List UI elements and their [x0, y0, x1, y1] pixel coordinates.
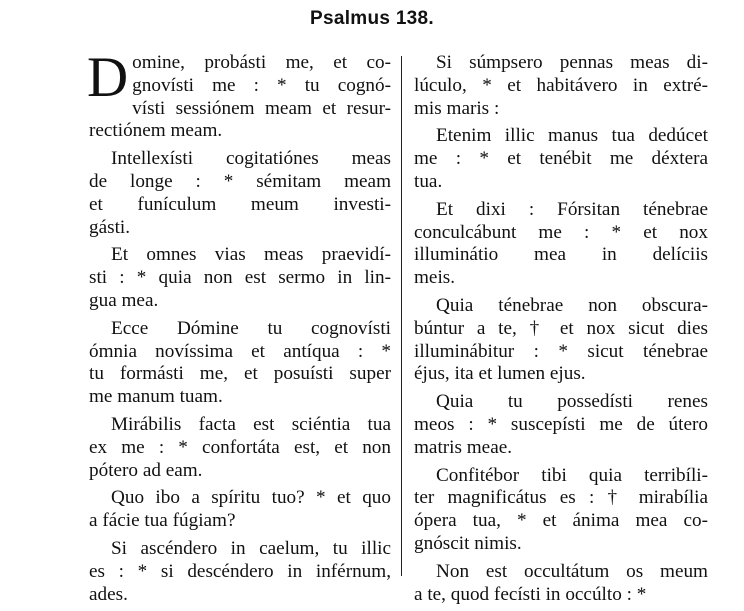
- verse-line: a te, quod fecísti in occúlto : *: [414, 583, 647, 605]
- verse-line: gua mea.: [89, 289, 159, 311]
- verse: [89, 318, 391, 409]
- verse-line: meos : * suscepísti me de útero: [414, 413, 708, 435]
- verse-line: Ecce Dómine tu cognovísti: [111, 317, 391, 339]
- verse-line: lúculo, * et habitávero in extré-: [414, 74, 708, 96]
- verse-line: illuminátio mea in delíciis: [414, 244, 708, 266]
- verse-line: es : * si descéndero in inférnum,: [89, 560, 391, 582]
- verse-line: mis maris :: [414, 97, 500, 119]
- verse-line: sti : * quia non est sermo in lin-: [89, 267, 391, 289]
- page-title: Psalmus 138.: [309, 8, 434, 29]
- verse-line: pótero ad eam.: [89, 459, 203, 481]
- verse: [414, 391, 708, 459]
- verse: [414, 295, 708, 386]
- verse-line: ades.: [89, 583, 128, 605]
- verse-line: tu formásti me, et posuísti super: [89, 363, 391, 385]
- verse-line: Si ascéndero in caelum, tu illic: [111, 537, 391, 559]
- verse: [89, 487, 391, 533]
- verse: [414, 561, 708, 607]
- verse-line: ter magnificátus es : † mirabília: [414, 487, 708, 509]
- column-divider: [401, 56, 402, 576]
- verse: [89, 148, 391, 239]
- verse-line: Et omnes vias meas praevidí-: [111, 244, 391, 266]
- verse-line: ex me : * confortáta est, et non: [89, 436, 391, 458]
- verse-line: búntur a te, † et nox sicut dies: [414, 317, 708, 339]
- verse: [89, 244, 391, 312]
- verse-line: ópera tua, * et ánima mea co-: [414, 510, 708, 532]
- verse-line: conculcábunt me : * et nox: [414, 221, 708, 243]
- verse-line: de longe : * sémitam meam: [89, 170, 391, 192]
- verse-line: Intellexísti cogitatiónes meas: [111, 148, 391, 170]
- verse-line: illuminábitur : * sicut ténebrae: [414, 340, 708, 362]
- verse: [87, 46, 391, 143]
- right-column: [414, 52, 708, 611]
- verse-line: Non est occultátum os meum: [436, 560, 708, 582]
- verse-line: Mirábilis facta est sciéntia tua: [111, 413, 391, 435]
- verse-line: gnovísti me : * tu cognó-: [132, 74, 391, 96]
- verse-line: Quia ténebrae non obscura-: [436, 294, 708, 316]
- verse-line: meis.: [414, 267, 456, 289]
- verse: [414, 52, 708, 120]
- verse-line: Si súmpsero pennas meas di-: [436, 52, 708, 73]
- left-column: [87, 46, 391, 611]
- verse-line: tua.: [414, 170, 443, 192]
- verse: [89, 414, 391, 482]
- verse-line: Etenim illic manus tua dedúcet: [436, 125, 708, 147]
- verse-line: éjus, ita et lumen ejus.: [414, 363, 586, 385]
- verse-line: vísti sessiónem meam et resur-: [132, 97, 391, 119]
- verse-line: me : * et tenébit me déxtera: [414, 148, 708, 170]
- verse-line: Quo ibo a spíritu tuo? * et quo: [111, 487, 391, 509]
- verse: [414, 199, 708, 290]
- verse-line: ómnia novíssima et antíqua : *: [89, 340, 391, 362]
- drop-cap-initial: D: [87, 46, 129, 109]
- verse-line: me manum tuam.: [89, 386, 223, 408]
- verse: [414, 465, 708, 556]
- verse-line: Quia tu possedísti renes: [436, 391, 708, 413]
- verse-line: et funículum meum investi-: [89, 193, 391, 215]
- verse-line: rectiónem meam.: [89, 120, 223, 142]
- verse: [414, 125, 708, 193]
- verse: [89, 538, 391, 606]
- verse-line: matris meae.: [414, 436, 513, 458]
- verse-line: gásti.: [89, 216, 131, 238]
- verse-line: gnóscit nimis.: [414, 532, 522, 554]
- verse-line: Confitébor tibi quia terribíli-: [436, 464, 708, 486]
- verse-line: Et dixi : Fórsitan ténebrae: [436, 198, 708, 220]
- verse-line: omine, probásti me, et co-: [132, 52, 391, 73]
- verse-line: a fácie tua fúgiam?: [89, 510, 236, 532]
